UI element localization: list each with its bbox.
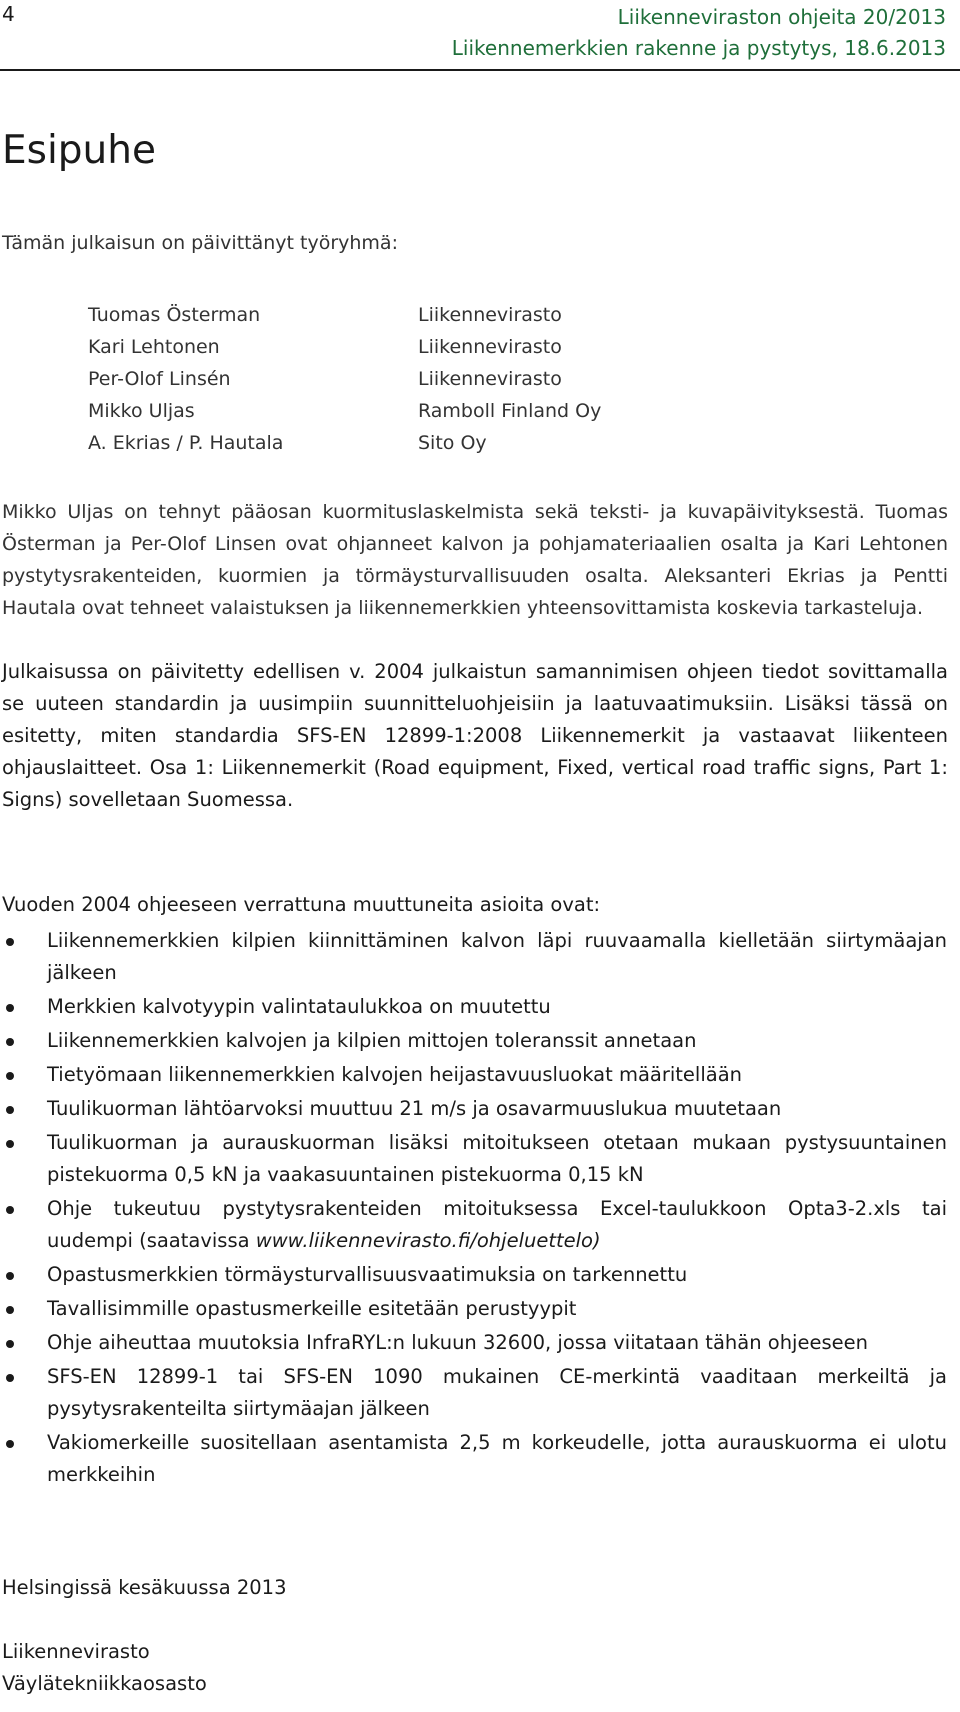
- bullet-icon: [6, 1004, 14, 1012]
- list-item-text: Opastusmerkkien törmäysturvallisuusvaatimuksia on tarkennettu: [47, 1263, 688, 1286]
- header-rule: [0, 69, 960, 71]
- paragraph-contributors: Mikko Uljas on tehnyt pääosan kuormituslaskelmista sekä teksti- ja kuvapäivityksestä. Tuomas Österman ja Per-Olof Linsen ovat ohjanneet kalvon ja pohjamateriaalien osalta ja Kari Lehtonen pystytysrakenteiden, kuormien ja törmäysturvallisuuden osalta. Aleksanteri Ekrias ja Pentti Hautala ovat tehneet valaistuksen ja liikennemerkkien yhteensovittamista koskevia tarkasteluja.: [2, 501, 948, 619]
- list-item-text: Tavallisimmille opastusmerkeille esitetään perustyypit: [47, 1297, 577, 1320]
- paragraph-update: Julkaisussa on päivitetty edellisen v. 2004 julkaistun samannimisen ohjeen tiedot sovittamalla se uuteen standardin ja uusimpiin suunnitteluohjeisiin ja laatuvaatimuksiin. Lisäksi tässä on esitetty, miten standardia SFS-EN 12899-1:2008 Liikennemerkit ja vastaavat liikenteen ohjauslaitteet. Osa 1: Liikennemerkit (Road equipment, Fixed, vertical road traffic signs, Part 1: Signs) sovelletaan Suomessa.: [2, 660, 948, 811]
- list-item-text: Tuulikuorman ja aurauskuorman lisäksi mitoitukseen otetaan mukaan pystysuuntainen pistekuorma 0,5 kN ja vaakasuuntainen pistekuorma 0,15 kN: [47, 1131, 947, 1186]
- bullet-icon: [6, 938, 14, 946]
- list-item: [2, 991, 947, 1023]
- bullet-icon: [6, 1206, 14, 1214]
- member-name: Tuomas Österman: [88, 304, 261, 326]
- page-number: 4: [2, 2, 15, 26]
- signature-dept: Väylätekniikkaosasto: [2, 1672, 207, 1695]
- list-item: [2, 1427, 947, 1491]
- list-item: [2, 1093, 947, 1125]
- member-name: Kari Lehtonen: [88, 336, 220, 358]
- ohjeluettelo-link[interactable]: www.liikennevirasto.fi/ohjeluettelo): [255, 1229, 601, 1252]
- list-item-text: Liikennemerkkien kilpien kiinnittäminen kalvon läpi ruuvaamalla kielletään siirtymäajan jälkeen: [47, 929, 947, 984]
- closing-line: Helsingissä kesäkuussa 2013: [2, 1576, 287, 1599]
- bullet-icon: [6, 1340, 14, 1348]
- bullet-icon: [6, 1106, 14, 1114]
- team-list: [88, 299, 601, 459]
- member-org: Liikennevirasto: [418, 336, 562, 358]
- member-name: A. Ekrias / P. Hautala: [88, 432, 284, 454]
- list-item: [2, 1327, 947, 1359]
- list-item-text: Vakiomerkeille suositellaan asentamista 2,5 m korkeudelle, jotta aurauskuorma ei ulotu merkkeihin: [47, 1431, 947, 1486]
- list-item: [2, 1259, 947, 1291]
- member-name: Per-Olof Linsén: [88, 368, 231, 390]
- header-titles: [452, 2, 946, 64]
- team-row: [88, 299, 601, 331]
- page-header: [0, 0, 960, 76]
- list-item-text: Merkkien kalvotyypin valintataulukkoa on muutettu: [47, 995, 551, 1018]
- list-item: [2, 1025, 947, 1057]
- list-item-text: Liikennemerkkien kalvojen ja kilpien mittojen toleranssit annetaan: [47, 1029, 697, 1052]
- team-row: [88, 395, 601, 427]
- list-item-text: Ohje tukeutuu pystytysrakenteiden mitoituksessa Excel-taulukkoon Opta3-2.xls tai uudempi (saatavissa: [47, 1197, 947, 1252]
- bullet-icon: [6, 1306, 14, 1314]
- list-item: [2, 1361, 947, 1425]
- document-title: Liikennemerkkien rakenne ja pystytys, 18.6.2013: [451, 36, 946, 60]
- page-title: Esipuhe: [2, 128, 156, 173]
- list-item: [2, 1127, 947, 1191]
- team-row: [88, 363, 601, 395]
- body-paragraphs: [2, 496, 948, 816]
- bullet-icon: [6, 1072, 14, 1080]
- member-org: Ramboll Finland Oy: [418, 400, 602, 422]
- list-intro: Vuoden 2004 ohjeeseen verrattuna muuttuneita asioita ovat:: [2, 893, 601, 916]
- team-row: [88, 331, 601, 363]
- bullet-icon: [6, 1140, 14, 1148]
- bullet-icon: [6, 1440, 14, 1448]
- member-org: Sito Oy: [418, 432, 487, 454]
- member-org: Liikennevirasto: [418, 368, 562, 390]
- member-name: Mikko Uljas: [88, 400, 195, 422]
- list-item-text: SFS-EN 12899-1 tai SFS-EN 1090 mukainen CE-merkintä vaaditaan merkeiltä ja pysytysrakenteilta siirtymäajan jälkeen: [47, 1365, 947, 1420]
- series-label: Liikenneviraston ohjeita 20/2013: [617, 5, 946, 29]
- list-item-text: Tietyömaan liikennemerkkien kalvojen heijastavuusluokat määritellään: [47, 1063, 743, 1086]
- signature-block: [2, 1636, 207, 1700]
- changes-list: [2, 925, 947, 1493]
- list-item-text: Ohje aiheuttaa muutoksia InfraRYL:n lukuun 32600, jossa viitataan tähän ohjeeseen: [47, 1331, 868, 1354]
- list-item-text: Tuulikuorman lähtöarvoksi muuttuu 21 m/s ja osavarmuuslukua muutetaan: [47, 1097, 782, 1120]
- team-row: [88, 427, 601, 459]
- list-item: [2, 1059, 947, 1091]
- list-item: [2, 1193, 947, 1257]
- list-item: [2, 925, 947, 989]
- bullet-icon: [6, 1374, 14, 1382]
- member-org: Liikennevirasto: [418, 304, 562, 326]
- intro-text: Tämän julkaisun on päivittänyt työryhmä:: [2, 232, 398, 254]
- signature-org: Liikennevirasto: [2, 1640, 150, 1663]
- bullet-icon: [6, 1038, 14, 1046]
- list-item: [2, 1293, 947, 1325]
- bullet-icon: [6, 1272, 14, 1280]
